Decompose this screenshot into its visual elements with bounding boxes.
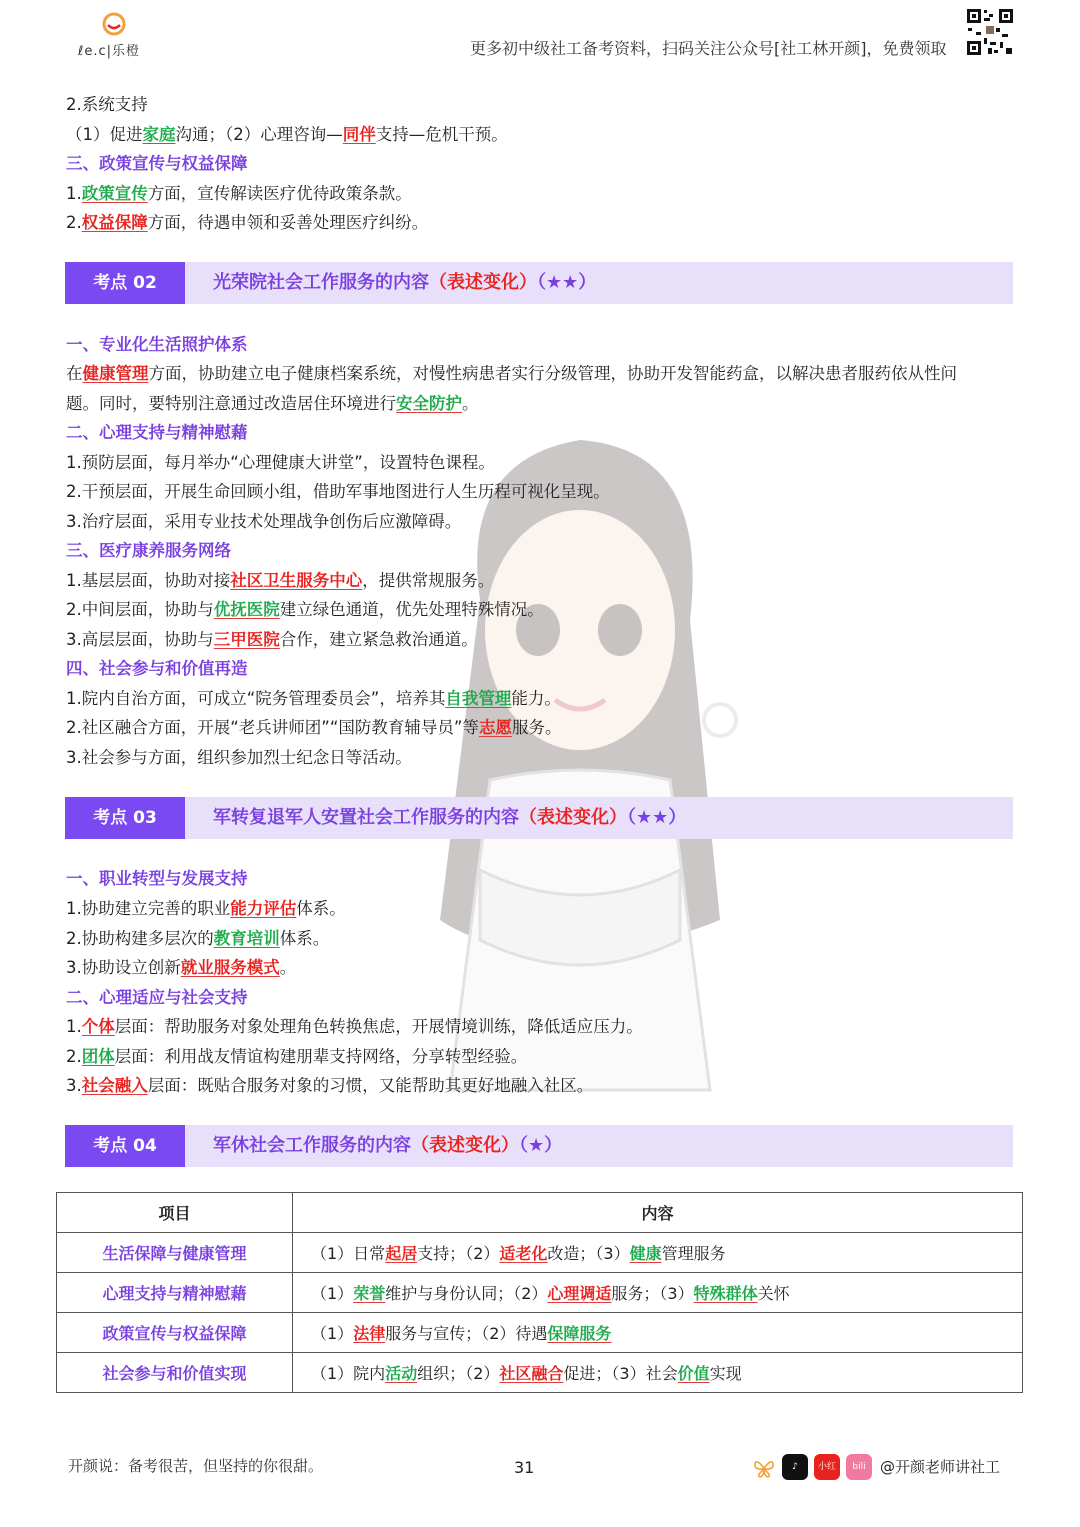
- text-line: （1）促进家庭沟通；（2）心理咨询—同伴支持—危机干预。: [66, 125, 508, 144]
- text-line: 2.协助构建多层次的教育培训体系。: [66, 929, 330, 948]
- text-line: 2.干预层面，开展生命回顾小组，借助军事地图进行人生历程可视化呈现。: [66, 482, 610, 501]
- table-header-content: 内容: [293, 1193, 1023, 1233]
- table-cell-content: （1）院内活动组织；（2）社区融合促进；（3）社会价值实现: [293, 1353, 1023, 1393]
- text-line: 2.系统支持: [66, 95, 148, 114]
- text-line: 1.个体层面：帮助服务对象处理角色转换焦虑，开展情境训练，降低适应压力。: [66, 1017, 643, 1036]
- butterfly-icon: [752, 1456, 776, 1480]
- kaodian-title: 军转复退军人安置社会工作服务的内容（表述变化）（★★）: [213, 807, 687, 828]
- text-line: 2.团体层面：利用战友情谊构建朋辈支持网络，分享转型经验。: [66, 1047, 528, 1066]
- section-heading: 一、职业转型与发展支持: [66, 869, 248, 888]
- brand-logo: [78, 12, 158, 60]
- text-line: 2.中间层面，协助与优抚医院建立绿色通道，优先处理特殊情况。: [66, 600, 544, 619]
- service-content-table: [56, 1192, 1023, 1393]
- table-cell-item: 社会参与和价值实现: [57, 1353, 293, 1393]
- table-cell-content: （1）法律服务与宣传；（2）待遇保障服务: [293, 1313, 1023, 1353]
- text-line: 3.高层层面，协助与三甲医院合作，建立紧急救治通道。: [66, 630, 478, 649]
- text-line: 题。同时，要特别注意通过改造居住环境进行安全防护。: [66, 394, 479, 413]
- qr-code-icon: [966, 8, 1014, 56]
- text-line: 3.协助设立创新就业服务模式。: [66, 958, 297, 977]
- text-line: 在健康管理方面，协助建立电子健康档案系统，对慢性病患者实行分级管理，协助开发智能药盒，以解决患者服药依从性问: [66, 364, 957, 383]
- section-heading: 二、心理适应与社会支持: [66, 988, 248, 1007]
- cartoon-teacher-watermark: [420, 400, 740, 1100]
- text-line: 1.基层层面，协助对接社区卫生服务中心，提供常规服务。: [66, 571, 495, 590]
- table-row: [57, 1313, 1023, 1353]
- kaodian-banner-02: [65, 262, 1013, 304]
- kaodian-tag: 考点 03: [65, 797, 185, 839]
- section-heading: 二、心理支持与精神慰藉: [66, 423, 248, 442]
- table-cell-item: 心理支持与精神慰藉: [57, 1273, 293, 1313]
- text-line: 1.院内自治方面，可成立“院务管理委员会”，培养其自我管理能力。: [66, 689, 561, 708]
- page-number: 31: [514, 1458, 535, 1477]
- footer-handle: @开颜老师讲社工: [880, 1458, 1001, 1476]
- text-line: 3.社会融入层面：既贴合服务对象的习惯，又能帮助其更好地融入社区。: [66, 1076, 594, 1095]
- kaodian-tag: 考点 04: [65, 1125, 185, 1167]
- table-header-item: 项目: [57, 1193, 293, 1233]
- text-line: 1.预防层面，每月举办“心理健康大讲堂”，设置特色课程。: [66, 453, 495, 472]
- bilibili-icon: bili: [846, 1454, 872, 1480]
- table-cell-item: 政策宣传与权益保障: [57, 1313, 293, 1353]
- table-header-row: [57, 1193, 1023, 1233]
- text-line: 1.协助建立完善的职业能力评估体系。: [66, 899, 346, 918]
- logo-sun-icon: [100, 12, 128, 36]
- kaodian-banner-03: [65, 797, 1013, 839]
- kaodian-title: 光荣院社会工作服务的内容（表述变化）（★★）: [213, 272, 597, 293]
- kaodian-banner-04: [65, 1125, 1013, 1167]
- table-row: [57, 1273, 1023, 1313]
- text-line: 2.权益保障方面，待遇申领和妥善处理医疗纠纷。: [66, 213, 429, 232]
- section-heading: 四、社会参与和价值再造: [66, 659, 248, 678]
- kaodian-title: 军休社会工作服务的内容（表述变化）（★）: [213, 1135, 563, 1156]
- table-row: [57, 1233, 1023, 1273]
- logo-text: ℓe.c|乐橙: [78, 44, 141, 59]
- douyin-icon: ♪: [782, 1454, 808, 1480]
- text-line: 3.社会参与方面，组织参加烈士纪念日等活动。: [66, 748, 412, 767]
- text-line: 1.政策宣传方面，宣传解读医疗优待政策条款。: [66, 184, 412, 203]
- section-heading: 一、专业化生活照护体系: [66, 335, 248, 354]
- text-line: 3.治疗层面，采用专业技术处理战争创伤后应激障碍。: [66, 512, 462, 531]
- table-cell-item: 生活保障与健康管理: [57, 1233, 293, 1273]
- header-note: 更多初中级社工备考资料，扫码关注公众号[社工林开颜]，免费领取: [470, 39, 947, 58]
- footer-slogan: 开颜说：备考很苦，但坚持的你很甜。: [68, 1457, 324, 1475]
- table-cell-content: （1）日常起居支持；（2）适老化改造；（3）健康管理服务: [293, 1233, 1023, 1273]
- text-line: 2.社区融合方面，开展“老兵讲师团”“国防教育辅导员”等志愿服务。: [66, 718, 562, 737]
- table-row: [57, 1353, 1023, 1393]
- kaodian-tag: 考点 02: [65, 262, 185, 304]
- table-cell-content: （1）荣誉维护与身份认同；（2）心理调适服务；（3）特殊群体关怀: [293, 1273, 1023, 1313]
- xiaohongshu-icon: 小红书: [814, 1454, 840, 1480]
- section-heading: 三、政策宣传与权益保障: [66, 154, 248, 173]
- section-heading: 三、医疗康养服务网络: [66, 541, 231, 560]
